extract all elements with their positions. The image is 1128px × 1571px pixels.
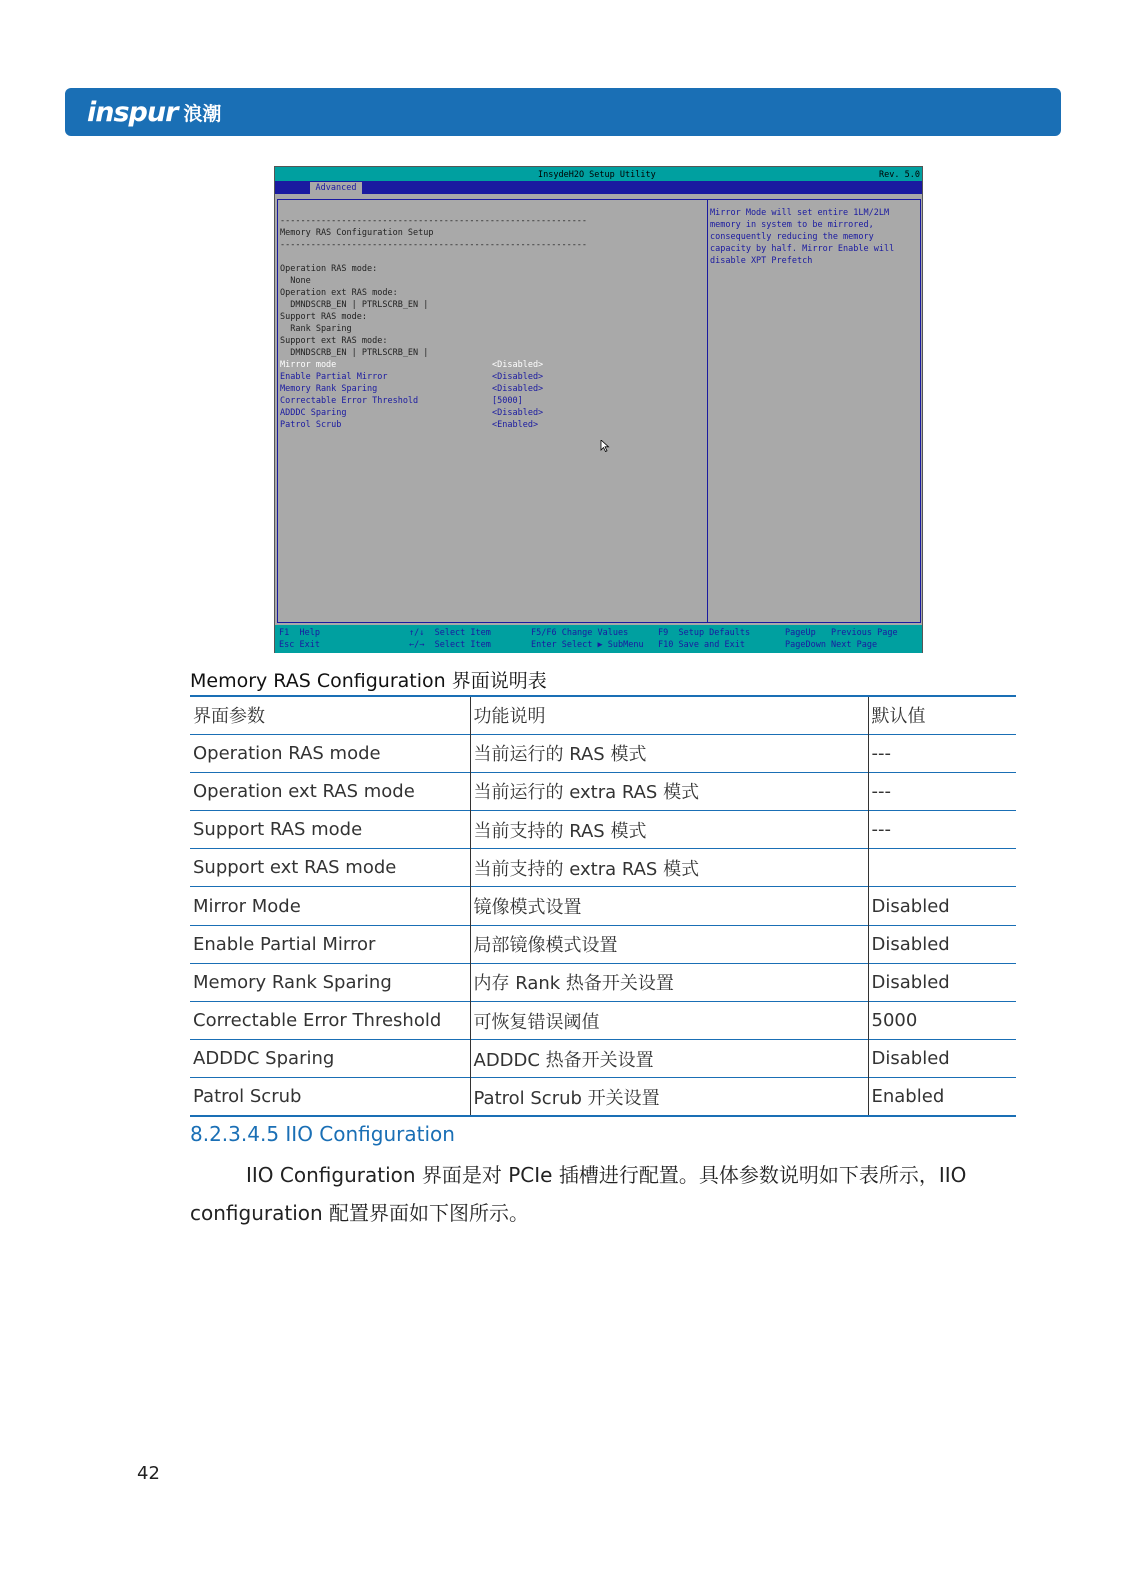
key-pageup: PageUp Previous Page <box>785 628 898 638</box>
bios-tab-bar <box>275 181 922 194</box>
bios-value-error-threshold[interactable]: [5000] <box>492 396 523 406</box>
logo-latin-text: inspur <box>87 97 178 128</box>
table-cell: Disabled <box>868 963 1016 1001</box>
table-header: 界面参数 <box>190 696 470 734</box>
table-cell: Patrol Scrub 开关设置 <box>470 1078 868 1116</box>
table-cell: --- <box>868 772 1016 810</box>
bios-info-value: None <box>280 276 311 286</box>
header-banner <box>65 88 1061 136</box>
key-f10-save: F10 Save and Exit <box>658 640 745 650</box>
table-cell: --- <box>868 811 1016 849</box>
table-cell: ADDDC Sparing <box>190 1040 470 1078</box>
table-row <box>190 811 1016 849</box>
table-cell: 当前支持的 extra RAS 模式 <box>470 849 868 887</box>
bios-value-partial-mirror[interactable]: <Disabled> <box>492 372 544 382</box>
table-row <box>190 1040 1016 1078</box>
bios-key-legend <box>275 625 922 653</box>
bios-option-patrol-scrub[interactable]: Patrol Scrub <box>280 420 342 430</box>
key-esc-exit: Esc Exit <box>279 640 320 650</box>
table-header: 默认值 <box>868 696 1016 734</box>
table-cell: 当前支持的 RAS 模式 <box>470 811 868 849</box>
key-pagedown: PageDown Next Page <box>785 640 878 650</box>
bios-value-mirror-mode[interactable]: <Disabled> <box>492 360 544 370</box>
section-heading: 8.2.3.4.5 IIO Configuration <box>190 1122 455 1146</box>
bios-title: InsydeH2O Setup Utility <box>538 170 656 180</box>
table-cell: Disabled <box>868 925 1016 963</box>
bios-info-label: Support ext RAS mode: <box>280 336 388 346</box>
bios-title-bar <box>275 167 922 181</box>
bios-value-adddc-sparing[interactable]: <Disabled> <box>492 408 544 418</box>
body-paragraph: IIO Configuration 界面是对 PCIe 插槽进行配置。具体参数说明如下表所示，IIO configuration 配置界面如下图所示。 <box>190 1163 967 1225</box>
bios-separator: ------------------------------------------------------------ <box>280 216 588 226</box>
bios-help-text: Mirror Mode will set entire 1LM/2LM memory in system to be mirrored, consequently reducing the memory capacity by half. Mirror Enable will disable XPT Prefetch <box>710 208 895 266</box>
key-enter-select: Enter Select ▶ SubMenu <box>531 640 644 650</box>
key-f9-defaults: F9 Setup Defaults <box>658 628 751 638</box>
bios-info-label: Operation ext RAS mode: <box>280 288 398 298</box>
table-cell: 当前运行的 extra RAS 模式 <box>470 772 868 810</box>
bios-info-label: Support RAS mode: <box>280 312 367 322</box>
table-cell: 可恢复错误阈值 <box>470 1002 868 1040</box>
table-cell: Enabled <box>868 1078 1016 1116</box>
bios-value-rank-sparing[interactable]: <Disabled> <box>492 384 544 394</box>
bios-info-value: Rank Sparing <box>280 324 352 334</box>
bios-option-error-threshold[interactable]: Correctable Error Threshold <box>280 396 419 406</box>
table-row <box>190 887 1016 925</box>
table-cell: 局部镜像模式设置 <box>470 925 868 963</box>
bios-info-label: Operation RAS mode: <box>280 264 378 274</box>
table-row <box>190 925 1016 963</box>
bios-separator: ------------------------------------------------------------ <box>280 240 588 250</box>
table-cell: Mirror Mode <box>190 887 470 925</box>
table-row <box>190 772 1016 810</box>
bios-option-adddc-sparing[interactable]: ADDDC Sparing <box>280 408 347 418</box>
bios-info-value: DMNDSCRB_EN | PTRLSCRB_EN | <box>280 300 429 310</box>
table-cell: 5000 <box>868 1002 1016 1040</box>
ras-config-table <box>190 695 1016 1117</box>
page-number: 42 <box>137 1463 160 1484</box>
inspur-logo <box>87 97 221 128</box>
table-cell: Correctable Error Threshold <box>190 1002 470 1040</box>
table-caption: Memory RAS Configuration 界面说明表 <box>190 670 547 692</box>
bios-page-title: Memory RAS Configuration Setup <box>280 228 434 238</box>
table-cell: 镜像模式设置 <box>470 887 868 925</box>
table-row <box>190 734 1016 772</box>
tab-advanced[interactable]: Advanced <box>310 182 362 194</box>
bios-option-mirror-mode[interactable]: Mirror mode <box>280 360 337 370</box>
table-header-row <box>190 696 1016 734</box>
bios-value-patrol-scrub[interactable]: <Enabled> <box>492 420 539 430</box>
table-cell: Support ext RAS mode <box>190 849 470 887</box>
bios-option-partial-mirror[interactable]: Enable Partial Mirror <box>280 372 388 382</box>
table-cell: ADDDC 热备开关设置 <box>470 1040 868 1078</box>
table-cell: Disabled <box>868 1040 1016 1078</box>
table-row <box>190 1078 1016 1116</box>
key-leftright-select: ←/→ Select Item <box>409 640 491 650</box>
table-header: 功能说明 <box>470 696 868 734</box>
bios-screenshot <box>274 166 923 653</box>
table-cell: Operation RAS mode <box>190 734 470 772</box>
logo-cn-text: 浪潮 <box>183 103 222 125</box>
table-row <box>190 963 1016 1001</box>
mouse-cursor-icon <box>600 440 610 452</box>
table-cell: Patrol Scrub <box>190 1078 470 1116</box>
key-f5f6-change: F5/F6 Change Values <box>531 628 629 638</box>
table-cell: 当前运行的 RAS 模式 <box>470 734 868 772</box>
table-row <box>190 849 1016 887</box>
table-cell: 内存 Rank 热备开关设置 <box>470 963 868 1001</box>
bios-revision: Rev. 5.0 <box>879 170 920 180</box>
bios-option-rank-sparing[interactable]: Memory Rank Sparing <box>280 384 378 394</box>
table-cell: Disabled <box>868 887 1016 925</box>
table-cell: --- <box>868 734 1016 772</box>
table-cell: Support RAS mode <box>190 811 470 849</box>
bios-info-value: DMNDSCRB_EN | PTRLSCRB_EN | <box>280 348 429 358</box>
table-cell: Enable Partial Mirror <box>190 925 470 963</box>
bios-help-panel <box>707 199 921 623</box>
table-cell: Operation ext RAS mode <box>190 772 470 810</box>
table-row <box>190 1002 1016 1040</box>
key-updown-select: ↑/↓ Select Item <box>409 628 491 638</box>
table-cell: Memory Rank Sparing <box>190 963 470 1001</box>
bios-main-panel <box>277 199 707 623</box>
table-cell <box>868 849 1016 887</box>
key-f1-help: F1 Help <box>279 628 320 638</box>
